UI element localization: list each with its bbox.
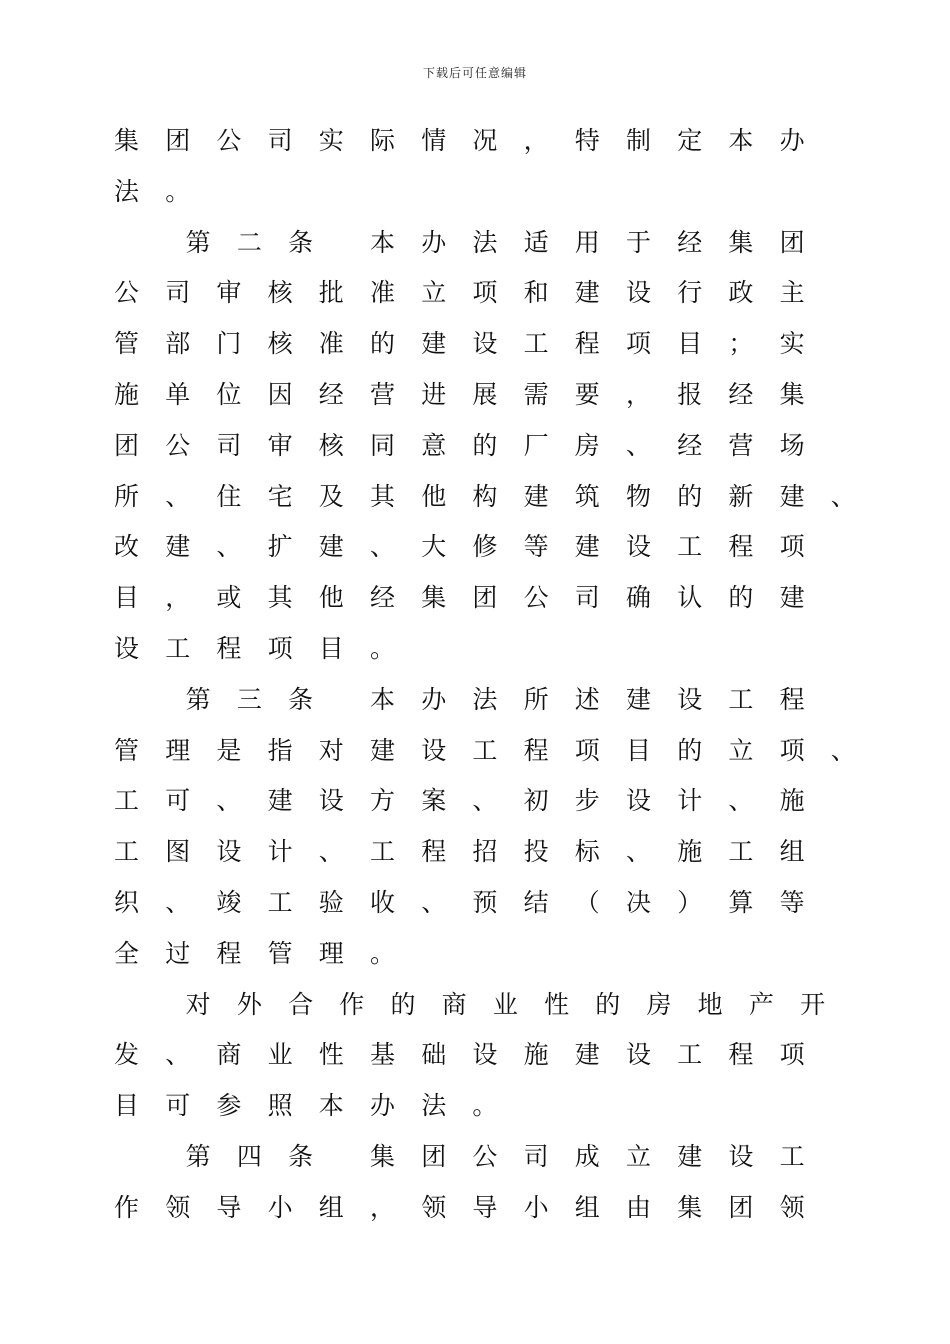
text-char: 、 [216,786,242,816]
text-char: 、 [165,887,191,917]
text-char: 部 [165,329,191,359]
text-char: 础 [421,1040,447,1070]
text-char: 团 [779,227,805,257]
text-char: 决 [626,887,652,917]
text-char: 营 [728,430,754,460]
text-char: 经 [728,379,754,409]
text-char: 立 [421,278,447,308]
text-char: 程 [216,938,242,968]
text-char: 工 [114,837,140,867]
text-char: 行 [677,278,703,308]
text-char: 初 [523,786,549,816]
text-char: 办 [421,684,447,714]
text-char: 建 [574,1040,600,1070]
text-char: 况 [472,126,498,155]
text-char: 建 [677,1141,703,1171]
text-line [0,167,950,218]
text-char: 。 [165,176,191,206]
text-line [0,1030,950,1081]
text-char: 立 [728,735,754,765]
text-char: 经 [677,430,703,460]
text-char: 的 [677,735,703,765]
text-char: 实 [318,126,344,155]
text-char: 住 [216,481,242,511]
text-char: 司 [523,1141,549,1171]
text-char: 施 [779,786,805,816]
text-line [0,268,950,319]
text-char: （ [574,887,600,917]
text-char: 团 [472,583,498,613]
text-char: 宅 [267,481,293,511]
text-char: 他 [421,481,447,511]
text-char: 修 [472,532,498,562]
text-char: 、 [165,481,191,511]
text-char: 。 [370,938,396,968]
text-line [0,573,950,624]
text-char: 设 [728,1141,754,1171]
text-char: 政 [728,278,754,308]
text-char: 指 [267,735,293,765]
text-char: 程 [728,1040,754,1070]
text-char: 大 [421,532,447,562]
text-char: 对 [318,735,344,765]
text-char: 二 [236,227,262,257]
text-char: 、 [472,786,498,816]
text-char: 本 [318,1091,344,1121]
text-char: 建 [370,735,396,765]
text-char: 四 [236,1141,262,1171]
text-char: 确 [626,583,652,613]
text-char: ， [523,126,549,155]
text-char: 可 [165,786,191,816]
text-char: 建 [318,532,344,562]
text-char: 集 [370,1141,396,1171]
text-char: 建 [626,684,652,714]
text-char: 集 [114,126,140,155]
text-char: 团 [728,1192,754,1222]
text-char: 司 [216,430,242,460]
text-char: 展 [472,379,498,409]
text-char: 可 [165,1091,191,1121]
text-char: 、 [626,430,652,460]
text-char: 性 [544,989,570,1019]
text-char: 审 [216,278,242,308]
text-char: 司 [574,583,600,613]
text-char: 物 [626,481,652,511]
text-char: 办 [370,1091,396,1121]
text-char: 经 [370,583,396,613]
text-char: 他 [318,583,344,613]
text-char: 工 [472,735,498,765]
text-char: 结 [523,887,549,917]
text-char: 审 [267,430,293,460]
text-char: 第 [185,684,211,714]
text-char: 项 [779,1040,805,1070]
text-char: 定 [677,126,703,155]
text-char: 建 [574,532,600,562]
text-char: 设 [472,1040,498,1070]
text-char: 主 [779,278,805,308]
text-char: 团 [421,1141,447,1171]
text-char: 意 [421,430,447,460]
text-line [0,776,950,827]
text-char: 小 [523,1192,549,1222]
text-char: 所 [114,481,140,511]
text-char: 项 [779,532,805,562]
text-char: 第 [185,1141,211,1171]
text-char: 需 [523,379,549,409]
text-line [0,929,950,980]
text-char: 程 [779,684,805,714]
text-char: 构 [472,481,498,511]
text-char: 用 [574,227,600,257]
text-char: 领 [779,1192,805,1222]
text-char: 业 [267,1040,293,1070]
text-char: 管 [267,938,293,968]
text-char: 小 [267,1192,293,1222]
text-char: 领 [165,1192,191,1222]
text-char: ， [165,583,191,613]
text-char: 成 [574,1141,600,1171]
text-char: 施 [114,379,140,409]
text-char: 建 [523,481,549,511]
text-char: 设 [626,278,652,308]
text-char: 公 [216,126,242,155]
text-line [0,421,950,472]
text-char: 营 [370,379,396,409]
text-line [0,726,950,777]
text-char: 法 [114,176,140,206]
text-char: 经 [677,227,703,257]
text-char: 、 [728,786,754,816]
page-header: 下载后可任意编辑 [422,66,527,80]
text-char: 建 [267,786,293,816]
text-char: 开 [800,989,826,1019]
text-char: 项 [574,735,600,765]
text-char: 进 [421,379,447,409]
text-char: 预 [472,887,498,917]
text-char: 目 [114,583,140,613]
text-char: 。 [370,633,396,663]
text-char: 团 [165,126,191,155]
text-char: 设 [626,786,652,816]
text-char: 商 [216,1040,242,1070]
text-char: 因 [267,379,293,409]
text-char: 目 [318,633,344,663]
text-char: 本 [728,126,754,155]
text-line [0,218,950,269]
text-line [0,1081,950,1132]
text-line [0,878,950,929]
text-char: 验 [318,887,344,917]
text-char: 建 [165,532,191,562]
text-char: 项 [779,735,805,765]
text-char: 实 [779,329,805,359]
text-char: 作 [114,1192,140,1222]
text-char: 组 [574,1192,600,1222]
text-char: 参 [216,1091,242,1121]
text-line [0,980,950,1031]
text-char: 、 [626,837,652,867]
text-char: 、 [216,532,242,562]
text-char: 收 [370,887,396,917]
text-char: 集 [677,1192,703,1222]
text-char: 扩 [267,532,293,562]
text-char: 管 [114,329,140,359]
text-char: 招 [472,837,498,867]
text-char: 际 [370,126,396,155]
text-char: ， [626,379,652,409]
text-char: 投 [523,837,549,867]
text-char: 的 [390,989,416,1019]
text-char: 改 [114,532,140,562]
text-char: 方 [370,786,396,816]
text-char: 织 [114,887,140,917]
text-char: 设 [421,735,447,765]
text-char: 标 [574,837,600,867]
text-line [0,1183,950,1234]
text-char: 特 [574,126,600,155]
text-char: 照 [267,1091,293,1121]
text-char: 过 [165,938,191,968]
text-char: 项 [267,633,293,663]
text-char: 设 [626,532,652,562]
text-char: 施 [523,1040,549,1070]
text-char: 条 [288,1141,314,1171]
text-char: 全 [114,938,140,968]
text-char: 所 [523,684,549,714]
text-char: 法 [472,227,498,257]
text-char: ， [370,1192,396,1222]
text-char: 管 [114,735,140,765]
text-line [0,370,950,421]
text-char: 情 [421,126,447,155]
text-char: 的 [595,989,621,1019]
text-line [0,1132,950,1183]
text-char: 、 [318,837,344,867]
text-char: 建 [779,481,805,511]
text-char: 合 [288,989,314,1019]
text-char: 理 [165,735,191,765]
text-char: 程 [574,329,600,359]
text-char: 是 [216,735,242,765]
text-char: 对 [185,989,211,1019]
text-char: 要 [574,379,600,409]
text-char: 办 [779,126,805,155]
text-char: 算 [728,887,754,917]
text-char: 准 [318,329,344,359]
text-char: 制 [626,126,652,155]
text-char: 建 [779,583,805,613]
text-char: 程 [523,735,549,765]
text-char: 性 [318,1040,344,1070]
text-char: 集 [728,227,754,257]
text-char: 或 [216,583,242,613]
text-char: 组 [779,837,805,867]
text-line [0,675,950,726]
text-char: 地 [697,989,723,1019]
text-char: 由 [626,1192,652,1222]
text-char: 条 [288,227,314,257]
text-char: 组 [318,1192,344,1222]
text-char: 公 [114,278,140,308]
text-char: 业 [492,989,518,1019]
text-char: 批 [318,278,344,308]
text-char: 程 [216,633,242,663]
text-char: 条 [288,684,314,714]
text-char: 导 [216,1192,242,1222]
text-char: 认 [677,583,703,613]
text-char: 新 [728,481,754,511]
text-char: 。 [472,1091,498,1121]
text-char: 办 [421,227,447,257]
text-char: 公 [472,1141,498,1171]
text-char: 工 [523,329,549,359]
text-char: 经 [318,379,344,409]
text-char: 计 [677,786,703,816]
text-char: 公 [523,583,549,613]
text-char: 其 [370,481,396,511]
document-body [0,116,950,1234]
text-char: ） [677,887,703,917]
text-char: 目 [114,1091,140,1121]
text-char: 工 [677,1040,703,1070]
text-char: 核 [267,329,293,359]
text-char: 产 [748,989,774,1019]
text-char: 位 [216,379,242,409]
text-char: 本 [370,684,396,714]
text-char: 等 [523,532,549,562]
text-char: 核 [318,430,344,460]
text-char: 司 [165,278,191,308]
text-char: 建 [574,278,600,308]
text-line [0,472,950,523]
text-char: 核 [267,278,293,308]
text-char: 房 [574,430,600,460]
text-char: 、 [421,887,447,917]
text-char: 程 [421,837,447,867]
text-char: 和 [523,278,549,308]
text-char: 筑 [574,481,600,511]
text-char: 准 [370,278,396,308]
text-char: 厂 [523,430,549,460]
text-char: 设 [626,1040,652,1070]
text-char: 、 [830,735,856,765]
text-char: 法 [421,1091,447,1121]
text-char: 及 [318,481,344,511]
text-char: 的 [728,583,754,613]
text-char: 集 [421,583,447,613]
text-char: 项 [472,278,498,308]
text-char: 立 [626,1141,652,1171]
text-char: 工 [267,887,293,917]
text-char: 外 [236,989,262,1019]
text-char: 于 [626,227,652,257]
text-char: 设 [216,837,242,867]
text-char: 的 [370,329,396,359]
text-char: 设 [114,633,140,663]
text-char: 基 [370,1040,396,1070]
text-char: 工 [165,633,191,663]
text-char: 报 [677,379,703,409]
text-char: 场 [779,430,805,460]
text-char: 单 [165,379,191,409]
text-char: 工 [728,837,754,867]
text-line [0,522,950,573]
text-char: 、 [830,481,856,511]
text-char: 作 [339,989,365,1019]
text-char: 建 [421,329,447,359]
text-line [0,624,950,675]
text-char: 目 [626,735,652,765]
text-char: 第 [185,227,211,257]
text-char: 设 [472,329,498,359]
text-char: 计 [267,837,293,867]
text-char: 工 [779,1141,805,1171]
text-char: 程 [728,532,754,562]
text-char: 理 [318,938,344,968]
text-char: 目 [677,329,703,359]
text-char: 其 [267,583,293,613]
text-line [0,827,950,878]
text-char: 的 [677,481,703,511]
text-char: 步 [574,786,600,816]
text-char: 项 [626,329,652,359]
text-char: 述 [574,684,600,714]
text-char: 等 [779,887,805,917]
text-char: 公 [165,430,191,460]
text-char: 本 [370,227,396,257]
text-char: 设 [318,786,344,816]
text-char: 、 [370,532,396,562]
text-line [0,319,950,370]
text-char: 工 [114,786,140,816]
text-char: 设 [677,684,703,714]
text-char: 发 [114,1040,140,1070]
text-char: 导 [472,1192,498,1222]
text-char: 法 [472,684,498,714]
text-char: 团 [114,430,140,460]
text-char: 、 [165,1040,191,1070]
text-char: 三 [236,684,262,714]
text-char: 工 [677,532,703,562]
text-char: 司 [267,126,293,155]
text-char: 案 [421,786,447,816]
text-char: 的 [472,430,498,460]
text-char: 工 [370,837,396,867]
text-char: ； [728,329,754,359]
text-char: 商 [441,989,467,1019]
text-char: 门 [216,329,242,359]
text-char: 同 [370,430,396,460]
text-char: 图 [165,837,191,867]
text-char: 竣 [216,887,242,917]
text-char: 领 [421,1192,447,1222]
text-char: 房 [646,989,672,1019]
text-char: 集 [779,379,805,409]
text-char: 施 [677,837,703,867]
text-char: 工 [728,684,754,714]
text-line [0,116,950,167]
text-char: 适 [523,227,549,257]
